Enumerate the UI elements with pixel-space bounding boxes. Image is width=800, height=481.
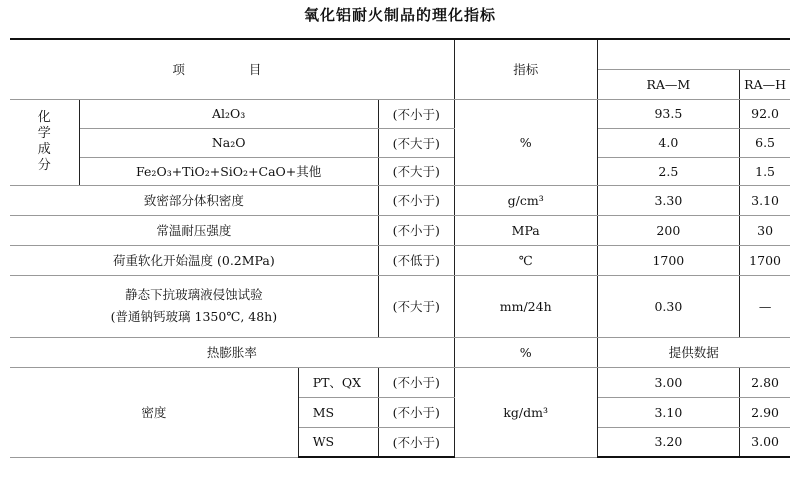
density-unit: kg/dm³ — [454, 367, 597, 457]
density-item: PT、QX — [298, 367, 378, 397]
chem-unit: % — [454, 99, 597, 185]
header-indicator: 指标 — [454, 39, 597, 99]
properties-table — [10, 38, 790, 458]
density-item: MS — [298, 397, 378, 427]
density-value-h: 2.90 — [740, 397, 790, 427]
bulk-density-value-m: 3.30 — [597, 185, 740, 215]
corrosion-value-h: — — [740, 275, 790, 337]
header-grade-h: RA—H — [740, 69, 790, 99]
bulk-density-value-h: 3.10 — [740, 185, 790, 215]
chem-value-m: 2.5 — [597, 157, 740, 185]
density-condition: (不小于) — [378, 367, 454, 397]
expansion-value: 提供数据 — [597, 337, 790, 367]
chem-value-h: 6.5 — [740, 128, 790, 157]
density-value-h: 2.80 — [740, 367, 790, 397]
table-title: 氧化铝耐火制品的理化指标 — [303, 6, 496, 24]
strength-condition: (不小于) — [378, 215, 454, 245]
chem-item: Na₂O — [79, 128, 378, 157]
softening-item: 荷重软化开始温度 (0.2MPa) — [10, 245, 378, 275]
header-item: 项 目 — [10, 39, 454, 99]
chem-condition: (不大于) — [378, 128, 454, 157]
density-value-m: 3.10 — [597, 397, 740, 427]
softening-condition: (不低于) — [378, 245, 454, 275]
softening-value-h: 1700 — [740, 245, 790, 275]
expansion-item: 热膨胀率 — [10, 337, 454, 367]
strength-item: 常温耐压强度 — [10, 215, 378, 245]
chem-condition: (不大于) — [378, 157, 454, 185]
header-grade-m: RA—M — [597, 69, 740, 99]
chem-value-m: 93.5 — [597, 99, 740, 128]
corrosion-item-line1: 静态下抗玻璃液侵蚀试验 — [125, 287, 263, 302]
chem-group-label: 化学成分 — [10, 99, 79, 185]
bulk-density-condition: (不小于) — [378, 185, 454, 215]
corrosion-condition: (不大于) — [378, 275, 454, 337]
strength-value-m: 200 — [597, 215, 740, 245]
strength-value-h: 30 — [740, 215, 790, 245]
density-condition: (不小于) — [378, 397, 454, 427]
bulk-density-item: 致密部分体积密度 — [10, 185, 378, 215]
density-group-label: 密度 — [10, 367, 298, 457]
expansion-unit: % — [454, 337, 597, 367]
density-value-m: 3.00 — [597, 367, 740, 397]
chem-value-m: 4.0 — [597, 128, 740, 157]
chem-item: Fe₂O₃+TiO₂+SiO₂+CaO+其他 — [79, 157, 378, 185]
density-condition: (不小于) — [378, 427, 454, 457]
chem-value-h: 92.0 — [740, 99, 790, 128]
density-value-m: 3.20 — [597, 427, 740, 457]
softening-unit: ℃ — [454, 245, 597, 275]
chem-value-h: 1.5 — [740, 157, 790, 185]
density-item: WS — [298, 427, 378, 457]
corrosion-item — [10, 275, 378, 337]
softening-value-m: 1700 — [597, 245, 740, 275]
strength-unit: MPa — [454, 215, 597, 245]
corrosion-value-m: 0.30 — [597, 275, 740, 337]
header-blank — [597, 39, 790, 69]
bulk-density-unit: g/cm³ — [454, 185, 597, 215]
corrosion-item-line2: (普通钠钙玻璃 1350℃, 48h) — [110, 309, 278, 324]
corrosion-unit: mm/24h — [454, 275, 597, 337]
density-value-h: 3.00 — [740, 427, 790, 457]
chem-condition: (不小于) — [378, 99, 454, 128]
chem-item: Al₂O₃ — [79, 99, 378, 128]
